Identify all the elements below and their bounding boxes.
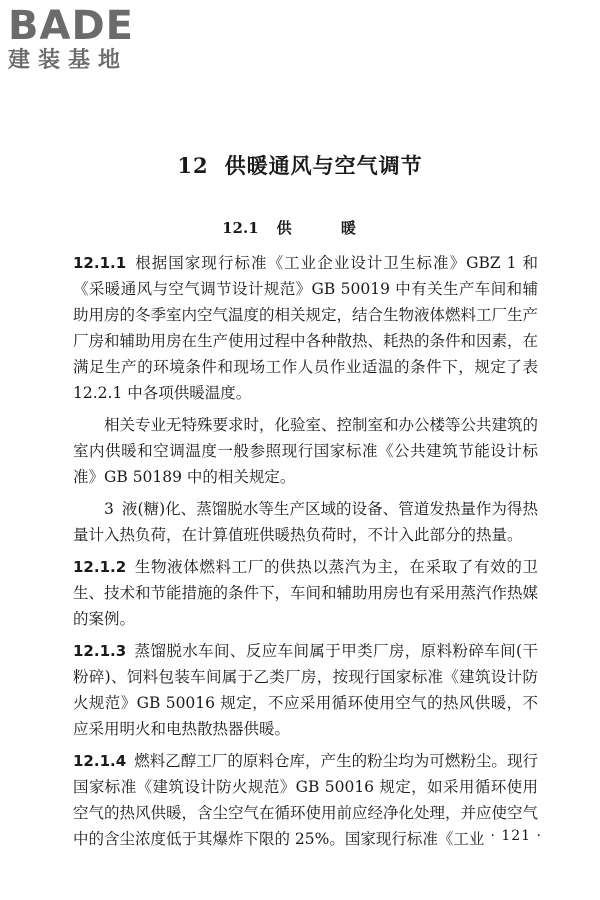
paragraph: [73, 638, 538, 742]
paragraph-text: 蒸馏脱水车间、反应车间属于甲类厂房，原料粉碎车间(干粉碎)、饲料包装车间属于乙类厂房，按现行国家标准《建筑设计防火规范》GB 50016 规定，不应采用循环使用空气的热风供暖，不应采用明火和电热散热器供暖。: [73, 642, 538, 738]
logo-mark: BADE: [8, 3, 134, 49]
paragraph: [73, 250, 538, 406]
clause-number: 12.1.4: [73, 752, 127, 770]
paragraph-text: 液(糖)化、蒸馏脱水等生产区域的设备、管道发热量作为得热量计入热负荷，在计算值班供暖热负荷时，不计入此部分的热量。: [73, 500, 538, 544]
paragraph: [73, 554, 538, 632]
clause-number: 12.1.3: [73, 642, 127, 660]
paragraph-text: 根据国家现行标准《工业企业设计卫生标准》GBZ 1 和《采暖通风与空气调节设计规范》GB 50019 中有关生产车间和辅助用房的冬季室内空气温度的相关规定，结合生物液体燃料工厂生产厂房和辅助用房在生产使用过程中各种散热、耗热的条件和因素，在满足生产的环境条件和现场工作人员作业适温的条件下，规定了表 12.2.1 中各项供暖温度。: [73, 254, 539, 402]
logo-subtitle: 建装基地: [8, 48, 129, 73]
document-body: [73, 250, 538, 858]
page-number: · 121 ·: [490, 828, 542, 844]
item-number: 3: [104, 500, 114, 518]
section-title: [0, 217, 600, 238]
paragraph-text: 生物液体燃料工厂的供热以蒸汽为主，在采取了有效的卫生、技术和节能措施的条件下，车间和辅助用房也有采用蒸汽作热媒的案例。: [73, 558, 539, 628]
paragraph-text: 相关专业无特殊要求时，化验室、控制室和办公楼等公共建筑的室内供暖和空调温度一般参照现行国家标准《公共建筑节能设计标准》GB 50189 中的相关规定。: [73, 416, 539, 486]
chapter-title: [0, 150, 600, 180]
paragraph: [73, 748, 538, 852]
bade-logo: [8, 4, 178, 74]
paragraph: [73, 496, 538, 548]
clause-number: 12.1.2: [73, 558, 127, 576]
chapter-title-text: 供暖通风与空气调节: [224, 153, 423, 178]
paragraph: [73, 412, 538, 490]
section-number: 12.1: [222, 219, 259, 237]
paragraph-text: 燃料乙醇工厂的原料仓库，产生的粉尘均为可燃粉尘。现行国家标准《建筑设计防火规范》GB 50016 规定，如采用循环使用空气的热风供暖，含尘空气在循环使用前应经净化处理，并应使空气中的含尘浓度低于其爆炸下限的 25%。国家现行标准《工业: [73, 752, 539, 848]
section-title-text: 供 暖: [276, 219, 378, 237]
clause-number: 12.1.1: [73, 254, 127, 272]
chapter-number: 12: [177, 153, 209, 178]
